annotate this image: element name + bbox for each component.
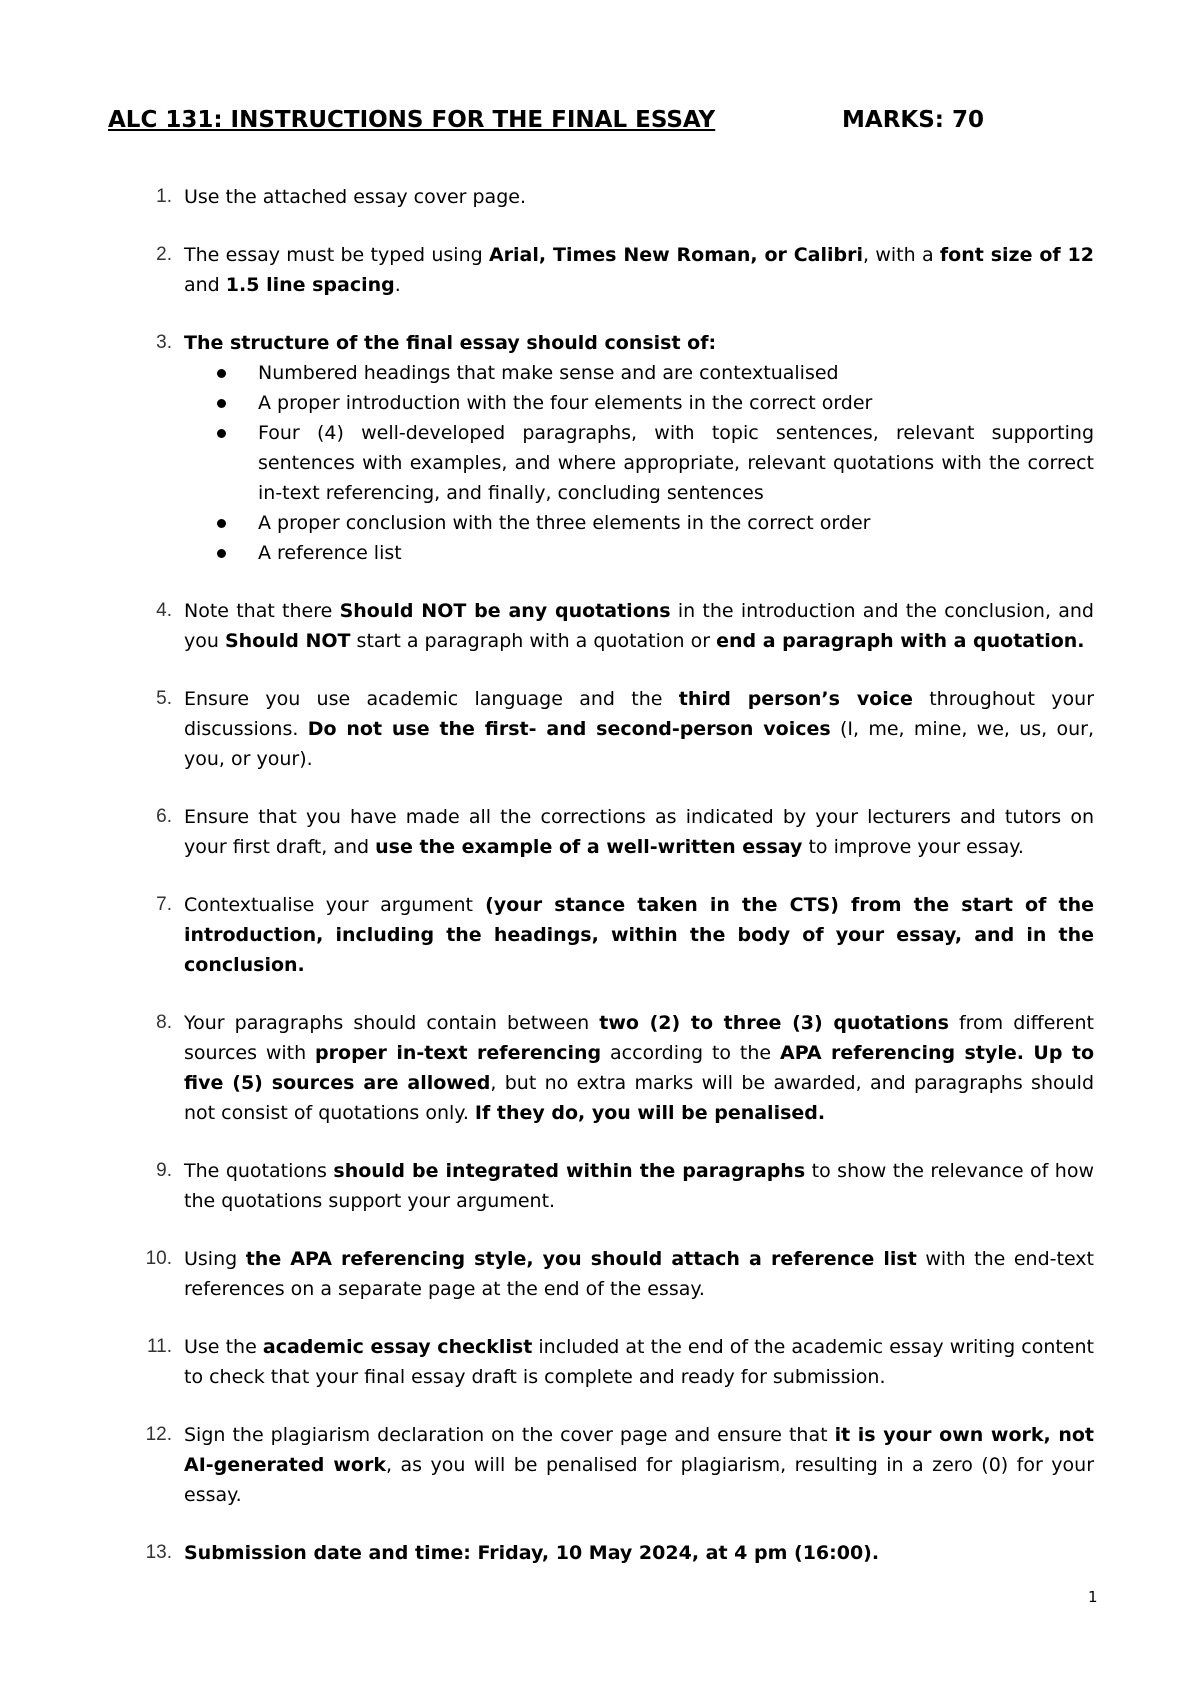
instruction-item: [108, 1008, 1094, 1128]
marks-label: MARKS: 70: [842, 107, 984, 133]
emphasis-text: Should NOT: [224, 630, 351, 652]
instruction-item: [108, 1244, 1094, 1304]
bullet-item: A proper conclusion with the three elements in the correct order: [184, 508, 1094, 538]
item-text: [184, 1332, 1094, 1392]
item-number: 12.: [145, 1424, 172, 1445]
bullet-list: [184, 358, 1094, 568]
emphasis-text: it is your own work, not AI-generated work: [184, 1424, 1094, 1476]
bullet-item: A proper introduction with the four elements in the correct order: [184, 388, 1094, 418]
item-number: 1.: [156, 186, 172, 207]
body-text: and: [184, 274, 226, 296]
item-number: 13.: [145, 1542, 172, 1563]
emphasis-text: Submission date and time: Friday, 10 May 2024, at 4 pm (16:00).: [184, 1542, 880, 1564]
body-text: (I, me, mine, we, us, our, you, or your).: [184, 718, 1094, 770]
body-text: throughout your discussions.: [184, 688, 1095, 740]
body-text: Sign the plagiarism declaration on the cover page and ensure that: [184, 1424, 835, 1446]
item-number: 10.: [145, 1248, 172, 1269]
item-number: 2.: [156, 244, 172, 265]
body-text: from different sources with: [184, 1012, 1094, 1064]
item-text: [184, 240, 1094, 300]
instruction-item: [108, 328, 1094, 568]
item-number: 5.: [156, 688, 172, 709]
emphasis-text: end a paragraph with a quotation.: [716, 630, 1085, 652]
emphasis-text: 1.5 line spacing: [225, 274, 395, 296]
emphasis-text: third person’s voice: [678, 688, 913, 710]
item-text: [184, 1156, 1094, 1216]
emphasis-text: (your stance taken in the CTS) from the start of the introduction, including the headings, within the body of your essay, and in the conclusion.: [184, 894, 1094, 976]
item-number: 7.: [156, 894, 172, 915]
body-text: Ensure that you have made all the corrections as indicated by your lecturers and tutors on your first draft, and: [184, 806, 1094, 858]
body-text: .: [394, 274, 401, 296]
body-text: Use the attached essay cover page.: [184, 186, 526, 208]
item-text: [184, 1538, 1094, 1568]
item-number: 9.: [156, 1160, 172, 1181]
body-text: with the end-text references on a separate page at the end of the essay.: [184, 1248, 1095, 1300]
item-text: [184, 684, 1094, 774]
body-text: start a paragraph with a quotation or: [350, 630, 717, 652]
body-text: Using: [184, 1248, 246, 1270]
item-text: [184, 1420, 1094, 1510]
instruction-item: [108, 240, 1094, 300]
emphasis-text: use the example of a well-written essay: [375, 836, 803, 858]
item-text: [184, 802, 1094, 862]
body-text: , but no extra marks will be awarded, and paragraphs should not consist of quotations only.: [184, 1072, 1095, 1124]
instruction-item: [108, 182, 1094, 212]
bullet-item: Four (4) well-developed paragraphs, with topic sentences, relevant supporting sentences with examples, and where appropriate, relevant quotations with the correct in-text referencing, and finally, concluding sentences: [184, 418, 1094, 508]
page-title: [108, 107, 1008, 133]
instruction-list: [108, 182, 1094, 1596]
instruction-item: [108, 1156, 1094, 1216]
body-text: Use the: [184, 1336, 263, 1358]
emphasis-text: the APA referencing style, you should attach a reference list: [245, 1248, 917, 1270]
emphasis-text: Arial, Times New Roman, or Calibri: [488, 244, 864, 266]
emphasis-text: proper in-text referencing: [315, 1042, 602, 1064]
item-heading: The structure of the final essay should consist of:: [184, 332, 717, 354]
body-text: Contextualise your argument: [184, 894, 473, 916]
instruction-item: [108, 596, 1094, 656]
body-text: Note that there: [184, 600, 340, 622]
item-text: [184, 890, 1094, 980]
body-text: Ensure you use academic language and the: [184, 688, 679, 710]
body-text: to improve your essay.: [802, 836, 1024, 858]
emphasis-text: APA referencing style. Up to five (5) sources are allowed: [184, 1042, 1095, 1094]
instruction-item: [108, 1420, 1094, 1510]
body-text: according to the: [601, 1042, 780, 1064]
emphasis-text: should be integrated within the paragraphs: [333, 1160, 806, 1182]
bullet-item: Numbered headings that make sense and are contextualised: [184, 358, 1094, 388]
emphasis-text: font size of 12: [939, 244, 1094, 266]
emphasis-text: two (2) to three (3) quotations: [599, 1012, 949, 1034]
item-text: [184, 182, 1094, 212]
item-number: 11.: [146, 1336, 172, 1357]
item-text: [184, 1244, 1094, 1304]
essay-title: ALC 131: INSTRUCTIONS FOR THE FINAL ESSAY: [108, 107, 716, 133]
item-number: 8.: [156, 1012, 172, 1033]
body-text: , as you will be penalised for plagiarism, resulting in a zero (0) for your essay.: [184, 1454, 1095, 1506]
item-number: 4.: [156, 600, 172, 621]
emphasis-text: Should NOT be any quotations: [339, 600, 671, 622]
emphasis-text: academic essay checklist: [262, 1336, 533, 1358]
instruction-item: [108, 802, 1094, 862]
item-text: [184, 1008, 1094, 1128]
item-text: [184, 596, 1094, 656]
body-text: included at the end of the academic essay writing content to check that your final essay draft is complete and ready for submission.: [184, 1336, 1094, 1388]
instruction-item: [108, 890, 1094, 980]
item-text: [184, 328, 1094, 358]
instruction-item: [108, 1332, 1094, 1392]
page-number: 1: [1088, 1588, 1098, 1606]
body-text: Your paragraphs should contain between: [184, 1012, 600, 1034]
emphasis-text: If they do, you will be penalised.: [474, 1102, 826, 1124]
body-text: to show the relevance of how the quotations support your argument.: [184, 1160, 1095, 1212]
emphasis-text: Do not use the first- and second-person voices: [307, 718, 831, 740]
body-text: in the introduction and the conclusion, and you: [184, 600, 1094, 652]
body-text: The quotations: [184, 1160, 334, 1182]
item-number: 6.: [156, 806, 172, 827]
item-number: 3.: [156, 332, 172, 353]
body-text: , with a: [863, 244, 940, 266]
bullet-item: A reference list: [184, 538, 1094, 568]
instruction-item: [108, 1538, 1094, 1568]
body-text: The essay must be typed using: [184, 244, 489, 266]
instruction-item: [108, 684, 1094, 774]
